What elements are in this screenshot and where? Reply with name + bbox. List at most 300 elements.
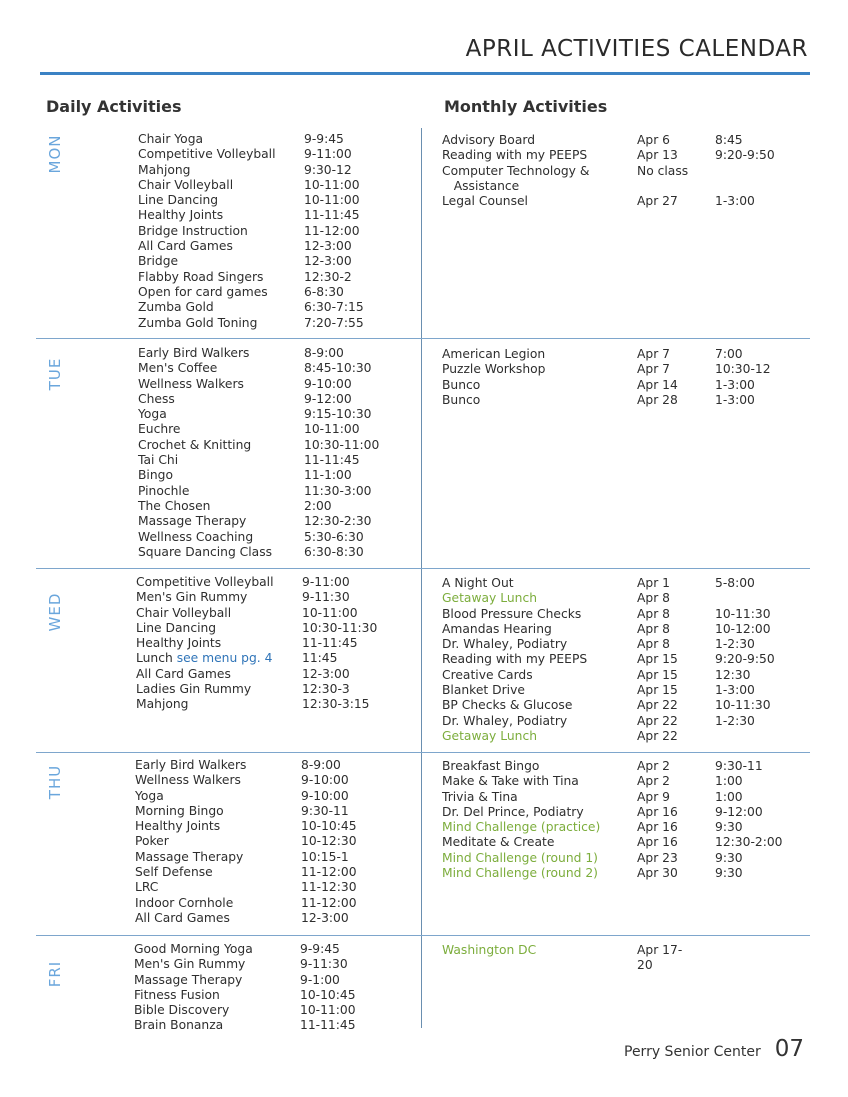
activity-time: 10-11:00 xyxy=(304,193,360,208)
event-name: Computer Technology & xyxy=(442,163,590,178)
daily-activity-row xyxy=(138,163,364,178)
monthly-list xyxy=(442,759,783,881)
activity-time: 10-11:00 xyxy=(300,1003,356,1018)
event-time: 7:00 xyxy=(715,347,743,361)
daily-activity-row xyxy=(136,575,377,590)
event-name: Mind Challenge (round 1) xyxy=(442,850,598,865)
daily-activity-row xyxy=(138,361,379,376)
daily-activity-row xyxy=(138,407,379,422)
daily-activity-row xyxy=(134,1018,356,1033)
event-date: Apr 8 xyxy=(637,637,671,652)
daily-activity-row xyxy=(135,819,357,834)
event-time: 9:30 xyxy=(715,850,743,865)
event-date: Apr 1 xyxy=(637,576,671,590)
monthly-activity-row xyxy=(442,194,775,209)
event-date: 20 xyxy=(637,958,653,973)
event-date: Apr 22 xyxy=(637,713,678,728)
event-time: 9-12:00 xyxy=(715,804,763,819)
monthly-activity-row xyxy=(442,179,775,194)
daily-activity-row xyxy=(138,285,364,300)
activity-name: Yoga xyxy=(135,788,164,803)
activity-time: 10-11:00 xyxy=(304,177,360,192)
activity-name: Indoor Cornhole xyxy=(135,895,234,910)
section-divider xyxy=(36,568,810,569)
event-time: 1-3:00 xyxy=(715,194,755,209)
activity-time: 5:30-6:30 xyxy=(304,529,364,544)
activity-name: All Card Games xyxy=(138,239,233,254)
activity-time: 12-3:00 xyxy=(301,910,349,925)
event-time: 10-12:00 xyxy=(715,621,771,636)
event-time: 1:00 xyxy=(715,774,743,789)
daily-activity-row xyxy=(138,208,364,223)
event-name: Blood Pressure Checks xyxy=(442,606,582,621)
event-date: Apr 22 xyxy=(637,728,678,743)
activity-name: LRC xyxy=(135,880,159,895)
monthly-activity-row xyxy=(442,774,783,789)
activity-time: 12-3:00 xyxy=(304,239,352,254)
activity-name: Competitive Volleyball xyxy=(138,147,276,162)
event-date: Apr 6 xyxy=(637,133,671,147)
activity-time: 11-11:45 xyxy=(300,1018,356,1033)
activity-time: 9-9:45 xyxy=(300,942,340,956)
activity-name: Square Dancing Class xyxy=(138,544,273,559)
daily-activity-row xyxy=(138,300,364,315)
activity-name: Self Defense xyxy=(135,865,213,880)
daily-activity-row xyxy=(138,530,379,545)
monthly-activity-row xyxy=(442,607,775,622)
activity-name: Zumba Gold xyxy=(138,300,214,315)
activity-name: Wellness Walkers xyxy=(135,773,241,788)
activity-name: Chair Yoga xyxy=(138,132,204,146)
event-name: A Night Out xyxy=(442,576,514,590)
monthly-list xyxy=(442,133,775,209)
event-name: Dr. Whaley, Podiatry xyxy=(442,713,568,728)
activity-time: 7:20-7:55 xyxy=(304,315,364,330)
event-time: 8:45 xyxy=(715,133,743,147)
activity-name: Open for card games xyxy=(138,284,268,299)
activity-time: 10-10:45 xyxy=(300,987,356,1002)
monthly-activity-row xyxy=(442,805,783,820)
event-date: Apr 16 xyxy=(637,820,678,835)
event-time: 1:00 xyxy=(715,789,743,804)
event-date: Apr 15 xyxy=(637,667,678,682)
event-time: 1-3:00 xyxy=(715,683,755,698)
activity-name: Euchre xyxy=(138,422,181,437)
event-date: Apr 2 xyxy=(637,759,671,773)
event-time: 12:30 xyxy=(715,667,751,682)
activity-name: Early Bird Walkers xyxy=(135,758,247,772)
event-date: Apr 2 xyxy=(637,774,671,789)
daily-activity-row xyxy=(138,484,379,499)
activity-name: Chair Volleyball xyxy=(138,177,234,192)
monthly-activity-row xyxy=(442,164,775,179)
event-time: 12:30-2:00 xyxy=(715,835,783,850)
activity-name: Bridge Instruction xyxy=(138,223,248,238)
event-name xyxy=(442,958,637,973)
event-time: 1-2:30 xyxy=(715,713,755,728)
activity-name: Chair Volleyball xyxy=(136,605,232,620)
daily-activity-row xyxy=(138,147,364,162)
activity-name: Healthy Joints xyxy=(135,819,221,834)
event-name: Bunco xyxy=(442,377,481,392)
day-label-mon: MON xyxy=(46,134,64,174)
activity-name: Tai Chi xyxy=(138,453,179,468)
activity-name: Good Morning Yoga xyxy=(134,942,253,956)
activity-time: 9-11:00 xyxy=(304,147,352,162)
event-name: Dr. Del Prince, Podiatry xyxy=(442,804,584,819)
day-label-thu: THU xyxy=(46,764,64,800)
activity-time: 9-1:00 xyxy=(300,972,340,987)
event-name: Getaway Lunch xyxy=(442,728,538,743)
daily-activity-row xyxy=(138,453,379,468)
event-date: Apr 8 xyxy=(637,606,671,621)
monthly-list xyxy=(442,943,715,974)
event-time: 9:30 xyxy=(715,866,743,881)
event-time: 5-8:00 xyxy=(715,576,755,590)
daily-activity-row xyxy=(138,346,379,361)
menu-link[interactable]: see menu pg. 4 xyxy=(172,651,273,666)
daily-activity-row xyxy=(138,239,364,254)
activity-name: Men's Coffee xyxy=(138,361,218,376)
activity-time: 11-1:00 xyxy=(304,468,352,483)
daily-activity-row xyxy=(135,789,357,804)
activity-name: Lunch see menu pg. 4 xyxy=(136,651,273,666)
event-name: Mind Challenge (practice) xyxy=(442,820,601,835)
daily-activity-row xyxy=(138,499,379,514)
event-name: Washington DC xyxy=(442,943,537,957)
activity-name: Pinochle xyxy=(138,483,190,498)
daily-activity-row xyxy=(136,636,377,651)
event-date: Apr 17- xyxy=(637,943,683,957)
activity-time: 11-12:00 xyxy=(301,865,357,880)
activity-time: 6:30-7:15 xyxy=(304,300,364,315)
monthly-activity-row xyxy=(442,714,775,729)
event-name: Make & Take with Tina xyxy=(442,774,579,789)
activity-time: 9:15-10:30 xyxy=(304,407,372,422)
activity-time: 10:15-1 xyxy=(301,849,349,864)
event-date: Apr 15 xyxy=(637,683,678,698)
activity-name: Wellness Walkers xyxy=(138,376,244,391)
event-name: Puzzle Workshop xyxy=(442,362,546,377)
page-number: 07 xyxy=(774,1036,804,1062)
daily-activity-row xyxy=(135,773,357,788)
activity-name: Flabby Road Singers xyxy=(138,269,264,284)
activity-name: Massage Therapy xyxy=(134,972,243,987)
daily-activity-row xyxy=(138,270,364,285)
daily-list xyxy=(136,575,377,713)
monthly-activity-row xyxy=(442,851,783,866)
event-time: 10-11:30 xyxy=(715,606,771,621)
activity-time: 11:45 xyxy=(302,651,338,666)
activity-time: 9-12:00 xyxy=(304,391,352,406)
activity-name: All Card Games xyxy=(136,666,231,681)
event-name: Assistance xyxy=(442,178,520,193)
event-time: 1-3:00 xyxy=(715,392,755,407)
activity-time: 6:30-8:30 xyxy=(304,544,364,559)
monthly-activity-row xyxy=(442,622,775,637)
daily-activity-row xyxy=(138,545,379,560)
activity-time: 11-12:00 xyxy=(304,223,360,238)
daily-list xyxy=(135,758,357,926)
daily-activity-row xyxy=(138,468,379,483)
daily-activity-row xyxy=(136,621,377,636)
daily-activity-row xyxy=(138,377,379,392)
day-label-tue: TUE xyxy=(46,357,64,391)
monthly-activity-row xyxy=(442,759,783,774)
event-date: Apr 7 xyxy=(637,347,671,361)
activity-time: 11-12:00 xyxy=(301,895,357,910)
event-name: Trivia & Tina xyxy=(442,789,518,804)
event-name: BP Checks & Glucose xyxy=(442,698,573,713)
daily-activity-row xyxy=(136,682,377,697)
activity-time: 10-12:30 xyxy=(301,834,357,849)
daily-activity-row xyxy=(136,606,377,621)
activity-time: 10:30-11:30 xyxy=(302,620,378,635)
event-time: 10:30-12 xyxy=(715,362,771,377)
activity-time: 9-9:45 xyxy=(304,132,344,146)
daily-activity-row xyxy=(136,651,377,666)
activity-time: 8-9:00 xyxy=(301,758,341,772)
activity-time: 10-11:00 xyxy=(304,422,360,437)
event-date xyxy=(637,179,715,194)
monthly-activity-row xyxy=(442,943,715,958)
activity-name: Wellness Coaching xyxy=(138,529,254,544)
daily-activity-row xyxy=(138,392,379,407)
event-date: Apr 14 xyxy=(637,377,678,392)
section-divider xyxy=(36,935,810,936)
daily-activity-row xyxy=(135,804,357,819)
activity-name: Zumba Gold Toning xyxy=(138,315,258,330)
event-name: Advisory Board xyxy=(442,133,536,147)
event-time: 1-3:00 xyxy=(715,377,755,392)
daily-activity-row xyxy=(135,850,357,865)
activity-time: 11:30-3:00 xyxy=(304,483,372,498)
activity-name: Bible Discovery xyxy=(134,1003,230,1018)
event-date: Apr 22 xyxy=(637,698,678,713)
daily-activity-row xyxy=(134,988,356,1003)
activity-name: Morning Bingo xyxy=(135,803,224,818)
activity-name: Bridge xyxy=(138,254,179,269)
monthly-activity-row xyxy=(442,958,715,973)
daily-list xyxy=(138,132,364,331)
monthly-list xyxy=(442,576,775,744)
event-name: Meditate & Create xyxy=(442,835,555,850)
daily-activity-row xyxy=(134,973,356,988)
activity-time: 10-11:00 xyxy=(302,605,358,620)
activity-time: 9-11:30 xyxy=(302,590,350,605)
activity-time: 10:30-11:00 xyxy=(304,437,380,452)
activity-name: Healthy Joints xyxy=(136,636,222,651)
event-date: Apr 7 xyxy=(637,362,671,377)
event-date: Apr 8 xyxy=(637,591,671,606)
footer-org-name: Perry Senior Center xyxy=(624,1044,761,1060)
activity-time: 9-11:30 xyxy=(300,957,348,972)
daily-activity-row xyxy=(138,178,364,193)
activity-name: Fitness Fusion xyxy=(134,987,220,1002)
activity-time: 11-11:45 xyxy=(302,636,358,651)
activity-time: 12-3:00 xyxy=(304,254,352,269)
event-date: Apr 15 xyxy=(637,652,678,667)
event-name: Dr. Whaley, Podiatry xyxy=(442,637,568,652)
activity-name: Line Dancing xyxy=(138,193,219,208)
monthly-list xyxy=(442,347,771,408)
daily-list xyxy=(134,942,356,1034)
activity-time: 6-8:30 xyxy=(304,284,344,299)
event-name: Blanket Drive xyxy=(442,683,525,698)
event-name: Breakfast Bingo xyxy=(442,759,540,773)
daily-activity-row xyxy=(136,667,377,682)
activity-name: Competitive Volleyball xyxy=(136,575,274,589)
event-name: Getaway Lunch xyxy=(442,591,538,606)
event-name: Reading with my PEEPS xyxy=(442,148,588,163)
daily-heading: Daily Activities xyxy=(46,97,182,116)
monthly-activity-row xyxy=(442,835,783,850)
daily-activity-row xyxy=(135,896,357,911)
day-label-wed: WED xyxy=(46,592,64,632)
daily-activity-row xyxy=(138,132,364,147)
page-title: APRIL ACTIVITIES CALENDAR xyxy=(465,36,808,62)
column-divider xyxy=(421,128,422,1028)
activity-name: Men's Gin Rummy xyxy=(136,590,248,605)
activity-time: 11-12:30 xyxy=(301,880,357,895)
monthly-heading: Monthly Activities xyxy=(444,97,608,116)
activity-name: Poker xyxy=(135,834,169,849)
daily-activity-row xyxy=(136,590,377,605)
monthly-activity-row xyxy=(442,393,771,408)
monthly-activity-row xyxy=(442,362,771,377)
activity-time: 10-10:45 xyxy=(301,819,357,834)
activity-time: 12:30-2 xyxy=(304,269,352,284)
monthly-activity-row xyxy=(442,637,775,652)
event-date: Apr 16 xyxy=(637,835,678,850)
event-time: 9:20-9:50 xyxy=(715,148,775,163)
activity-time: 12:30-3 xyxy=(302,682,350,697)
daily-activity-row xyxy=(138,193,364,208)
activity-name: The Chosen xyxy=(138,498,211,513)
activity-name: Crochet & Knitting xyxy=(138,437,252,452)
daily-activity-row xyxy=(135,865,357,880)
daily-activity-row xyxy=(135,911,357,926)
event-name: Legal Counsel xyxy=(442,194,528,209)
monthly-activity-row xyxy=(442,698,775,713)
daily-list xyxy=(138,346,379,560)
daily-activity-row xyxy=(135,880,357,895)
monthly-activity-row xyxy=(442,790,783,805)
activity-time: 11-11:45 xyxy=(304,453,360,468)
activity-time: 9:30-12 xyxy=(304,162,352,177)
event-name: American Legion xyxy=(442,347,546,361)
daily-activity-row xyxy=(138,514,379,529)
event-date: Apr 16 xyxy=(637,804,678,819)
activity-name: Mahjong xyxy=(136,697,189,712)
monthly-activity-row xyxy=(442,148,775,163)
event-date: Apr 27 xyxy=(637,194,678,209)
activity-name: Massage Therapy xyxy=(138,514,247,529)
activity-time: 8:45-10:30 xyxy=(304,361,372,376)
activity-name: Brain Bonanza xyxy=(134,1018,224,1033)
event-date: Apr 30 xyxy=(637,866,678,881)
daily-activity-row xyxy=(138,438,379,453)
event-time: 1-2:30 xyxy=(715,637,755,652)
daily-activity-row xyxy=(138,422,379,437)
activity-time: 12-3:00 xyxy=(302,666,350,681)
activity-name: Mahjong xyxy=(138,162,191,177)
activity-time: 11-11:45 xyxy=(304,208,360,223)
activity-time: 12:30-2:30 xyxy=(304,514,372,529)
daily-activity-row xyxy=(135,834,357,849)
monthly-activity-row xyxy=(442,820,783,835)
monthly-activity-row xyxy=(442,668,775,683)
day-label-fri: FRI xyxy=(46,960,64,988)
activity-name: Men's Gin Rummy xyxy=(134,957,246,972)
activity-name: Line Dancing xyxy=(136,620,217,635)
event-date: Apr 8 xyxy=(637,621,671,636)
monthly-activity-row xyxy=(442,866,783,881)
activity-time: 9-10:00 xyxy=(304,376,352,391)
event-date: Apr 9 xyxy=(637,789,671,804)
activity-time: 12:30-3:15 xyxy=(302,697,370,712)
activity-name: Massage Therapy xyxy=(135,849,244,864)
event-name: Creative Cards xyxy=(442,667,533,682)
activity-name: Ladies Gin Rummy xyxy=(136,682,252,697)
activity-name: All Card Games xyxy=(135,910,230,925)
daily-activity-row xyxy=(134,1003,356,1018)
monthly-activity-row xyxy=(442,729,775,744)
monthly-activity-row xyxy=(442,652,775,667)
event-name: Amandas Hearing xyxy=(442,621,552,636)
activity-name: Yoga xyxy=(138,407,167,422)
activity-time: 9:30-11 xyxy=(301,803,349,818)
monthly-activity-row xyxy=(442,378,771,393)
event-time: 9:20-9:50 xyxy=(715,652,775,667)
footer xyxy=(624,1036,804,1062)
event-name: Bunco xyxy=(442,392,481,407)
daily-activity-row xyxy=(134,942,356,957)
event-date: Apr 23 xyxy=(637,850,678,865)
activity-time: 9-11:00 xyxy=(302,575,350,589)
event-date: Apr 13 xyxy=(637,148,678,163)
event-name: Mind Challenge (round 2) xyxy=(442,866,598,881)
daily-activity-row xyxy=(134,957,356,972)
activity-name: Bingo xyxy=(138,468,173,483)
activity-time: 2:00 xyxy=(304,498,332,513)
monthly-activity-row xyxy=(442,133,775,148)
monthly-activity-row xyxy=(442,576,775,591)
event-date: Apr 28 xyxy=(637,392,678,407)
daily-activity-row xyxy=(136,697,377,712)
daily-activity-row xyxy=(138,224,364,239)
section-divider xyxy=(36,752,810,753)
activity-name: Healthy Joints xyxy=(138,208,224,223)
event-date: No class xyxy=(637,163,689,178)
title-rule xyxy=(40,72,810,75)
event-time: 9:30 xyxy=(715,820,743,835)
activity-name: Early Bird Walkers xyxy=(138,346,250,360)
section-divider xyxy=(36,338,810,339)
activity-time: 8-9:00 xyxy=(304,346,344,360)
event-name: Reading with my PEEPS xyxy=(442,652,588,667)
monthly-activity-row xyxy=(442,683,775,698)
daily-activity-row xyxy=(138,254,364,269)
monthly-activity-row xyxy=(442,591,775,606)
event-time: 9:30-11 xyxy=(715,759,763,773)
activity-time: 9-10:00 xyxy=(301,773,349,788)
event-time: 10-11:30 xyxy=(715,698,771,713)
daily-activity-row xyxy=(135,758,357,773)
activity-name: Chess xyxy=(138,391,175,406)
activity-time: 9-10:00 xyxy=(301,788,349,803)
monthly-activity-row xyxy=(442,347,771,362)
